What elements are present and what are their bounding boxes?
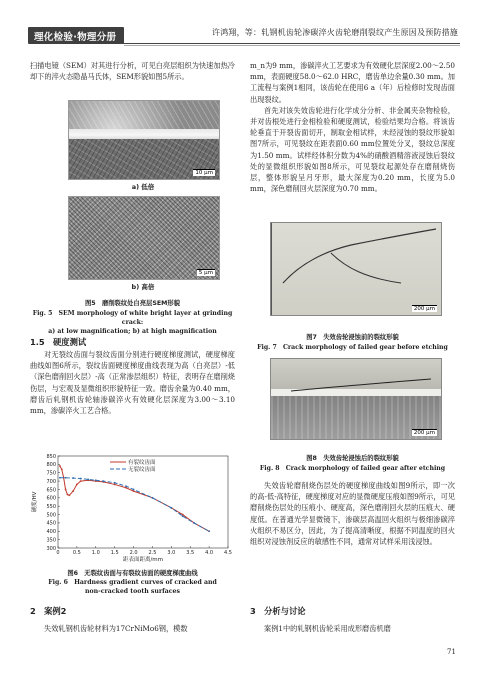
right-top-text (250, 60, 455, 194)
fig6-x-axis-label: 距表面距离/mm (122, 557, 164, 563)
fig6-data-point (87, 479, 89, 481)
fig6-data-point (65, 477, 67, 479)
fig6-y-tick-label: 800 (46, 462, 56, 469)
fig6-x-tick-label: 0.5 (72, 550, 81, 556)
fig6-data-point (67, 494, 69, 496)
fig5b-sem-image (68, 196, 220, 280)
fig6-data-point (95, 479, 97, 481)
fig6-y-tick-label: 350 (46, 537, 56, 544)
fig8-crack-image (270, 358, 442, 440)
header-rule (120, 43, 460, 44)
running-title: 许鸿翔，等：轧钢机齿轮渗碳淬火齿轮磨削裂纹产生原因及预防措施 (212, 28, 458, 37)
fig6-y-tick-label: 300 (46, 545, 56, 552)
fig6-y-tick-label: 550 (46, 503, 56, 510)
fig7-scale-bar: 200 μm (413, 306, 435, 312)
fig6-x-tick-label: 2.0 (129, 550, 138, 556)
section-3-paragraph: 案例1中的轧钢机齿轮采用成形磨齿机磨 (264, 624, 391, 633)
right-top-paragraph: m_n为9 mm，渗碳淬火工艺要求为有效硬化层深度2.00～2.50 mm，表面硬度58.0～62.0 HRC，磨齿单边余量0.30 mm。加工流程与案例1相同，该齿轮在使用6 a（年）后检修时发现齿面出现裂纹。 (250, 61, 455, 104)
right-para3-block (250, 480, 455, 547)
fig5-caption-cn: 图5 磨削裂纹处白亮层SEM形貌 (84, 300, 181, 307)
fig6-data-point (133, 490, 135, 492)
fig6-data-point (102, 480, 104, 482)
fig6-y-tick-label: 750 (46, 470, 56, 477)
section-3-body (250, 623, 455, 634)
fig5-caption-en (30, 309, 235, 336)
fig6-caption-en-line1: Fig. 6 Hardness gradient curves of cracked and (48, 579, 217, 586)
fig6-data-point (72, 490, 74, 492)
section-1-5-heading: 1.5 硬度测试 (30, 337, 87, 347)
fig6-y-tick-label: 650 (46, 487, 56, 494)
header-rule-thin (124, 45, 460, 46)
fig6-y-tick-label: 450 (46, 520, 56, 527)
section-2-paragraph: 失效轧钢机齿轮材料为17CrNiMo6钢，模数 (44, 624, 188, 633)
fig6-y-axis-label: 硬度/HV (32, 491, 38, 513)
fig7-crack-lines (271, 223, 441, 315)
fig7-caption-en: Fig. 7 Crack morphology of failed gear before etching (257, 344, 448, 351)
fig8-caption-cn: 图8 失效齿轮浸蚀后的裂纹形貌 (306, 455, 399, 462)
fig5b-scale-bar: 5 μm (198, 270, 213, 276)
fig6-y-tick-label: 850 (46, 453, 56, 460)
section-1-5-body (30, 349, 235, 416)
fig6-data-point (182, 515, 184, 517)
fig6-data-point (72, 477, 74, 479)
fig5-caption-en-line1: Fig. 5 SEM morphology of white bright layer at grinding crack: (32, 310, 233, 326)
right-para2: 首先对该失效齿轮进行化学成分分析、非金属夹杂物检验，并对齿根处进行金相检验和硬度测试，检验结果均合格。将该齿轮垂直于开裂齿面切开，制取金相试样，未经浸蚀的裂纹形貌如图7所示，可见裂纹在距表面0.60 mm位置处分叉，裂纹总深度为1.50 mm。试样经体积分数为4%的硝酸酒精溶液浸蚀后裂纹处的显微组织形貌如图8所示，可见裂纹起源处存在磨削烧伤层，整体形貌呈月牙形，最大深度为0.20 mm，长度为5.0 mm，深色磨削回火层深度为0.70 mm。 (250, 105, 455, 194)
section-1-5-paragraph: 对无裂纹齿面与裂纹齿面分别进行硬度梯度测试，硬度梯度曲线如图6所示，裂纹齿面硬度梯度曲线表现为高（白亮层）-低（深色磨削回火层）-高（正常渗层组织）特征，表明存在磨削烧伤层，与宏观及显微组织形貌特征一致。磨齿余量为0.40 mm，磨齿后轧钢机齿轮轴渗碳淬火有效硬化层深度为3.00～3.10 mm，渗碳淬火工艺合格。 (30, 350, 235, 416)
journal-logo-text: 理化检验·物理分册 (34, 32, 117, 43)
fig6-legend-label-1: 有裂纹齿面 (128, 460, 156, 466)
fig6-data-point (114, 484, 116, 486)
fig6-data-point (59, 477, 61, 479)
right-para3: 失效齿轮磨削烧伤层处的硬度梯度曲线如图9所示，即一次的高-低-高特征，硬度梯度对应的显微硬度压痕如图9所示，可见磨削烧伤层处的压痕小、硬度高，深色磨削回火层的压痕大、硬度低。在普通光学显微镜下，渗碳层高温回火组织与极细渗碳淬火组织不易区分，因此，为了提高清晰度，根据不同温度的回火组织对浸蚀剂反应的敏感性不同，通常对试样采用浅浸蚀。 (250, 481, 455, 547)
fig7-caption-cn: 图7 失效齿轮浸蚀前的裂纹形貌 (306, 334, 399, 341)
fig6-caption-en-line2: non-cracked tooth surfaces (85, 588, 180, 595)
fig6-data-point (65, 489, 67, 491)
section-2-heading: 2 案例2 (30, 606, 67, 616)
fig6-data-point (80, 480, 82, 482)
fig6-x-tick-label: 4.0 (205, 550, 214, 556)
section-2-body (30, 623, 235, 634)
fig6-data-point (125, 485, 127, 487)
page-number: 71 (447, 648, 456, 656)
fig6-data-point (193, 522, 195, 524)
fig6-data-point (170, 507, 172, 509)
fig6-data-point (59, 465, 61, 467)
fig6-hardness-chart (30, 452, 235, 564)
fig6-y-tick-label: 700 (46, 478, 56, 485)
fig6-caption-en (30, 578, 235, 596)
left-intro-text (30, 60, 235, 82)
left-intro-paragraph: 扫描电镜（SEM）对其进行分析，可见白亮层组织为快速加热冷却下的淬火态隐晶马氏体，SEM形貌如图5所示。 (30, 61, 235, 82)
page-header (0, 0, 480, 50)
fig5a-subcaption: a) 低倍 (131, 183, 155, 191)
fig6-data-point (208, 530, 210, 532)
fig6-data-point (61, 468, 63, 470)
fig5-caption-en-line2: a) at low magnification; b) at high magnification (48, 328, 217, 335)
fig6-data-point (182, 514, 184, 516)
fig6-data-point (80, 478, 82, 480)
fig5a-scale-bar: 10 μm (195, 170, 213, 176)
fig6-x-tick-label: 1.5 (110, 550, 119, 556)
fig6-y-tick-label: 400 (46, 529, 56, 536)
fig6-data-point (152, 497, 154, 499)
fig6-data-point (125, 487, 127, 489)
fig5a-sem-image (68, 100, 220, 180)
fig6-data-point (133, 489, 135, 491)
fig8-caption-en: Fig. 8 Crack morphology of failed gear after etching (259, 465, 446, 472)
fig6-x-tick-label: 1.0 (91, 550, 100, 556)
fig6-x-tick-label: 4.5 (224, 550, 232, 556)
fig8-crack-lines (271, 359, 441, 439)
fig8-scale-bar: 200 μm (413, 430, 435, 436)
fig6-x-tick-label: 3.5 (186, 550, 195, 556)
fig6-x-tick-label: 0 (56, 550, 60, 556)
fig6-data-point (68, 494, 70, 496)
fig5b-subcaption: b) 高倍 (131, 283, 155, 291)
fig6-y-tick-label: 600 (46, 495, 56, 502)
fig6-x-tick-label: 2.5 (148, 550, 157, 556)
section-3-heading: 3 分析与讨论 (250, 606, 306, 616)
fig6-data-point (114, 482, 116, 484)
fig6-data-point (76, 484, 78, 486)
fig6-caption-cn: 图6 无裂纹齿面与有裂纹齿面的硬度梯度曲线 (67, 570, 198, 577)
fig6-legend-label-2: 无裂纹齿面 (128, 467, 156, 473)
fig6-y-tick-label: 500 (46, 512, 56, 519)
fig7-crack-image (270, 222, 442, 316)
fig6-x-tick-label: 3.0 (167, 550, 176, 556)
